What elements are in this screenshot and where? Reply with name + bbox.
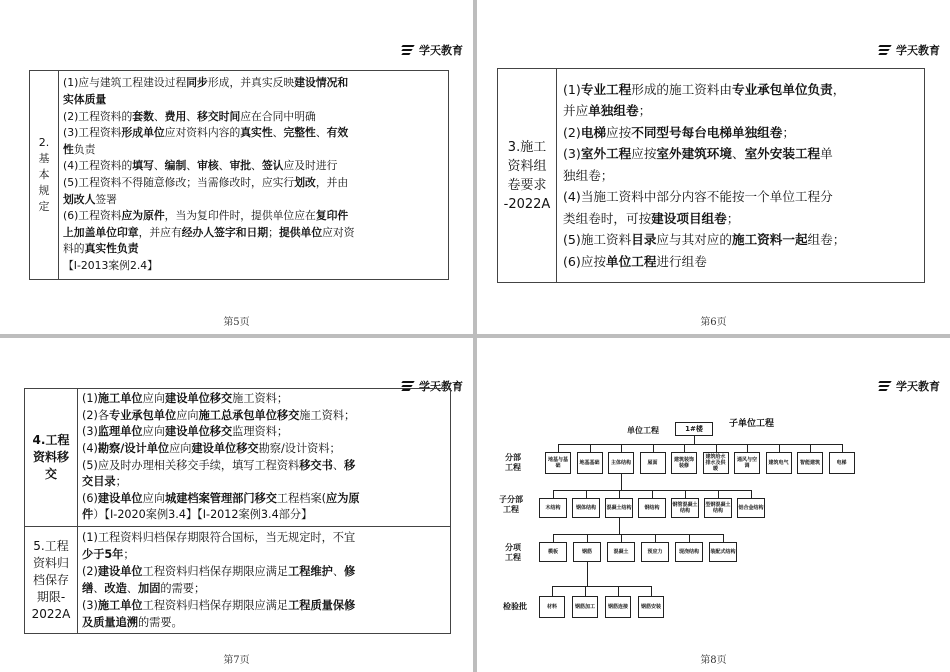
plain-text: 、 [153,109,165,123]
plain-text: 施工资料； [299,408,356,422]
text-line [63,258,444,275]
plain-text: ，当为复印件时，提供单位应在 [164,209,316,223]
plain-text: 形成的施工资料由 [631,81,732,97]
emphasis-text: 缮 [82,582,94,595]
plain-text: ）【Ⅰ-2020案例3.4】【Ⅰ-2012案例3.4部分】 [93,508,313,522]
plain-text: 工程资料归档保存期限应满足 [142,599,289,612]
emphasis-text: 修 [344,565,356,578]
emphasis-text: 审批 [229,159,252,173]
plain-text: ； [600,167,614,183]
level-label-jianyanpi: 检验批 [503,602,527,611]
plain-text: ； [268,225,279,239]
emphasis-text: 审核 [197,159,219,173]
level-label-line: 工程 [503,505,519,514]
emphasis-text: 工程维护 [288,565,333,578]
plain-text: (1) [82,392,98,406]
plain-text: 【Ⅰ-2013案例2.4】 [63,258,158,272]
emphasis-text: 建设项目组卷 [651,210,727,226]
emphasis-text: 勘察/设计单位 [97,441,170,455]
emphasis-text: 施工资料一起 [731,232,808,248]
emphasis-text: 专业承包单位 [109,408,177,422]
emphasis-text: 电梯 [580,124,607,140]
plain-text: (2)工程资料的 [63,109,133,123]
plain-text: 、 [251,159,262,173]
emphasis-text: 城建档案管理部门移交 [165,491,277,505]
level-label-line: 工程 [505,553,521,562]
text-line [63,142,444,159]
label-line: -2022A [503,196,551,212]
connector-line [655,534,656,542]
text-line [63,192,444,209]
plain-text: 应向 [169,441,192,455]
brand-mark-icon [879,45,893,55]
emphasis-text: 室外安装工程 [744,146,821,162]
fenxiang-node: 现浇结构 [675,542,703,562]
emphasis-text: 填写 [132,159,154,173]
label-line: 定 [38,200,50,213]
plain-text: (2)各 [82,408,110,422]
emphasis-text: 及质量追溯 [82,616,138,629]
emphasis-text: 不同型号每台电梯单独组卷 [631,124,783,140]
connector-line [747,444,748,452]
connector-line [621,534,622,542]
emphasis-text: 专业工程 [580,81,632,97]
section-body [59,71,449,280]
connector-line [652,490,653,498]
root-node: 1#楼 [675,422,713,436]
slide-page-7 [0,338,473,672]
emphasis-text: 复印件 [315,209,349,223]
text-line [63,75,444,92]
emphasis-text: 建设单位移交 [165,392,233,406]
emphasis-text: 签认 [261,159,284,173]
rule-table [29,70,449,280]
label-line: 基 [38,152,50,165]
text-line [563,229,920,251]
text-line [82,563,446,580]
plain-text: 应向 [176,408,199,422]
label-line: 档保存 [32,572,69,587]
emphasis-text: 建设情况和 [294,76,349,90]
connector-line [718,490,719,498]
connector-line [552,586,651,587]
emphasis-text: 单位工程 [606,253,657,269]
plain-text: 、 [186,109,198,123]
plain-text: (6) [82,491,98,505]
connector-line [619,518,620,534]
emphasis-text: 室外建筑环境 [656,146,732,162]
plain-text: 、 [93,582,105,595]
jianyanpi-node: 钢筋连接 [605,596,631,618]
emphasis-text: 移交书 [299,458,333,472]
page-number: 第7页 [223,655,250,666]
emphasis-text: 真实性负责 [84,242,139,256]
plain-text: 签署 [95,192,117,206]
project-breakdown-diagram [477,338,950,672]
connector-line [587,562,588,586]
fenxiang-node: 预应力 [641,542,669,562]
connector-line [619,490,620,498]
text-line [563,143,920,165]
fenxiang-node: 模板 [539,542,567,562]
fenbu-node: 建筑装饰装修 [671,452,697,474]
label-line: 3.施工 [507,139,547,155]
zifenbu-node: 钢结构 [638,498,666,518]
plain-text: (6)应按 [563,253,607,269]
level-label-zifenbu [499,495,523,515]
connector-line [590,444,591,452]
connector-line [553,534,554,542]
section-label [30,71,59,280]
unit-project-label: 单位工程 [627,426,659,435]
text-line [63,175,444,192]
level-label-line: 分项 [505,543,521,552]
emphasis-text: 套数 [132,109,154,123]
fenxiang-node: 钢筋 [573,542,601,562]
plain-text: (1) [563,81,581,97]
level-label-fenbu [505,453,521,473]
plain-text: (6)工程资料 [63,209,122,223]
plain-text: ，并由 [315,176,349,189]
label-line: 4.工程 [32,433,70,447]
plain-text: (1)工程资料归档保存期限符合国标，当无规定时，不宜 [82,531,356,544]
emphasis-text: 目录 [631,232,657,248]
emphasis-text: 划改 [294,176,316,189]
text-line [563,100,920,122]
plain-text: 、 [218,159,230,173]
plain-text: (2) [563,124,581,140]
plain-text: (4)工程资料的 [63,159,133,173]
emphasis-text: 费用 [164,109,187,123]
emphasis-text: 移交时间 [197,109,241,123]
plain-text: 、 [332,458,345,472]
plain-text: 应对资料内容的 [164,126,241,140]
label-line: 交 [44,467,57,481]
fenbu-node: 主体结构 [608,452,634,474]
fenbu-node: 建筑电气 [766,452,792,474]
level-label-line: 分部 [505,453,521,462]
emphasis-text: 件 [82,508,94,522]
emphasis-text: 性 [63,142,74,156]
label-line: 资料组 [507,158,547,174]
slide-page-6 [477,0,950,334]
emphasis-text: 加固 [138,582,161,595]
level-label-line: 工程 [505,463,521,472]
emphasis-text: 应为原件 [121,209,165,223]
plain-text: 工程资料归档保存期限应满足 [142,565,289,578]
plain-text: 工程档案( [276,491,327,505]
section-body [557,69,925,283]
text-line [63,125,444,142]
connector-line [716,444,717,452]
fenbu-node: 通风与空调 [734,452,760,474]
label-line: 2022A [31,606,71,621]
plain-text: 应向 [142,425,166,439]
text-line [563,122,920,144]
page-number: 第6页 [700,317,727,328]
section-label [25,389,78,527]
fenxiang-node: 混凝土 [607,542,635,562]
text-line [563,251,920,273]
level-label-line: 子分部 [499,495,523,504]
text-line [82,408,446,425]
connector-line [585,586,586,596]
plain-text: (5)工程资料不得随意修改；当需修改时，应实行 [63,176,295,189]
label-line: 资料移 [32,450,69,464]
zifenbu-node: 钢体结构 [572,498,600,518]
emphasis-text: 改造 [104,582,127,595]
level-label-fenxiang [505,543,521,563]
brand-name: 学天教育 [896,44,940,57]
brand-mark-icon [402,45,416,55]
plain-text: 的需要； [160,582,206,595]
fenbu-node: 建筑给水排水及供暖 [703,452,729,474]
text-line [82,491,446,508]
emphasis-text: 施工总承包单位移交 [198,408,300,422]
emphasis-text: 应为原 [326,491,360,505]
fenbu-node: 地基基础 [577,452,603,474]
plain-text: 组卷； [807,232,846,248]
plain-text: 并应 [563,103,589,119]
section-body [78,389,451,527]
connector-line [558,444,559,452]
plain-text: ，并应有 [138,225,182,239]
label-line: 期限- [36,589,66,604]
emphasis-text: 少于5年 [82,548,124,561]
text-line [563,79,920,101]
emphasis-text: 单独组卷 [588,103,639,119]
jianyanpi-node: 钢筋安装 [638,596,664,618]
slide-page-8 [477,338,950,672]
plain-text: ； [782,124,795,140]
fenbu-node: 屋面 [640,452,666,474]
jianyanpi-node: 材料 [539,596,565,618]
connector-line [685,490,686,498]
label-line: 5.工程 [33,538,69,553]
emphasis-text: 监理单位 [97,425,143,439]
plain-text: 、 [126,582,138,595]
connector-line [558,444,842,445]
plain-text: 进行组卷 [656,253,707,269]
text-line [563,165,920,187]
label-line: 卷要求 [507,177,547,193]
text-line [82,474,446,491]
rule-table [497,68,925,283]
plain-text: 施工资料； [232,392,289,406]
emphasis-text: 完整性 [283,126,316,140]
text-line [63,158,444,175]
emphasis-text: 建设单位移交 [165,425,233,439]
plain-text: 、 [315,126,327,140]
diagram-title: 子单位工程 [729,419,775,429]
plain-text: ； [638,103,652,119]
text-line [63,225,444,242]
connector-line [552,586,553,596]
plain-text: ， [832,81,846,97]
emphasis-text: 实体质量 [63,93,107,107]
emphasis-text: 专业承包单位负责 [731,81,833,97]
label-line: 本 [38,168,50,181]
text-line [63,241,444,258]
plain-text: 应在合同中明确 [240,109,316,123]
connector-line [653,444,654,452]
plain-text: 类组卷时，可按 [563,210,652,226]
text-line [82,529,446,546]
slide-page-5 [0,0,473,334]
connector-line [810,444,811,452]
plain-text: 单 [820,146,833,162]
connector-line [694,436,695,444]
plain-text: 料的 [63,242,85,256]
zifenbu-node: 木结构 [539,498,567,518]
fenbu-node: 智能建筑 [797,452,823,474]
zifenbu-node: 钢管混凝土结构 [671,498,699,518]
emphasis-text: 经办人签字和日期 [181,225,269,239]
connector-line [553,534,723,535]
plain-text: 应向 [142,392,166,406]
emphasis-text: 施工单位 [97,599,143,612]
brand-name: 学天教育 [896,380,940,393]
label-line: 资料归 [32,555,69,570]
page-number: 第5页 [223,317,250,328]
zifenbu-node: 混凝土结构 [605,498,633,518]
plain-text: (3) [563,146,581,162]
plain-text: 应与其对应的 [656,232,732,248]
plain-text: 应按 [606,124,632,140]
connector-line [723,534,724,542]
plain-text: 监理资料； [232,425,289,439]
emphasis-text: 编制 [164,159,187,173]
plain-text: ； [123,548,135,561]
plain-text: (3) [82,425,98,439]
plain-text: 应按 [631,146,657,162]
label-line: 规 [38,184,50,197]
connector-line [553,490,554,498]
plain-text: 、 [186,159,198,173]
text-line [82,614,446,631]
plain-text: 勘察/设计资料； [258,441,341,455]
plain-text: (4)当施工资料中部分内容不能按一个单位工程分 [563,189,833,205]
text-line [563,208,920,230]
plain-text: (4) [82,441,98,455]
brand-logo [879,42,940,58]
text-line [82,546,446,563]
emphasis-text: 交目录 [82,475,116,489]
connector-line [621,474,622,490]
plain-text: 、 [731,146,745,162]
text-line [63,208,444,225]
plain-text: 负责 [73,142,96,156]
plain-text: 独组卷 [563,167,601,183]
fenbu-node: 电梯 [829,452,855,474]
connector-line [621,444,622,452]
emphasis-text: 上加盖单位印章 [63,225,139,239]
emphasis-text: 室外工程 [580,146,632,162]
text-line [82,597,446,614]
plain-text: 形成，并真实反映 [207,76,295,90]
plain-text: (2) [82,565,98,578]
text-line [82,441,446,458]
emphasis-text: 形成单位 [121,126,165,140]
emphasis-text: 同步 [186,76,208,90]
plain-text: 、 [332,565,345,578]
connector-line [684,444,685,452]
plain-text: ； [115,475,127,489]
fenxiang-node: 装配式结构 [709,542,737,562]
emphasis-text: 有效 [326,126,349,140]
plain-text: (3) [82,599,98,612]
plain-text: (5)应及时办理相关移交手续，填写工程资料 [82,458,300,472]
section-label [25,527,78,634]
connector-line [779,444,780,452]
emphasis-text: 施工单位 [97,392,143,406]
text-line [82,424,446,441]
zifenbu-node: 铝合金结构 [737,498,765,518]
label-line: 2. [38,136,50,149]
emphasis-text: 建设单位移交 [191,441,259,455]
connector-line [618,586,619,596]
text-line [82,580,446,597]
brand-name: 学天教育 [419,380,463,393]
emphasis-text: 建设单位 [97,565,143,578]
connector-line [586,490,587,498]
plain-text: 、 [272,126,284,140]
brand-name: 学天教育 [419,44,463,57]
connector-line [651,586,652,596]
jianyanpi-node: 钢筋加工 [572,596,598,618]
section-body [78,527,451,634]
emphasis-text: 建设单位 [97,491,143,505]
fenbu-node: 地基与基础 [545,452,571,474]
plain-text: (5)施工资料 [563,232,632,248]
rule-table [24,388,451,634]
text-line [563,186,920,208]
plain-text: (1)应与建筑工程建设过程 [63,76,187,90]
plain-text: 应对资 [322,225,355,239]
emphasis-text: 划改人 [63,192,96,206]
emphasis-text: 真实性 [240,126,273,140]
plain-text: 应向 [142,491,166,505]
emphasis-text: 工程质量保修 [288,599,356,612]
emphasis-text: 移 [344,458,356,472]
plain-text: ； [726,210,740,226]
connector-line [587,534,588,542]
plain-text: 的需要。 [137,616,183,629]
brand-logo [402,42,463,58]
connector-line [842,444,843,452]
section-label [498,69,557,283]
text-line [82,458,446,475]
emphasis-text: 提供单位 [278,225,323,239]
text-line [63,92,444,109]
plain-text: 应及时进行 [283,159,338,173]
connector-line [689,534,690,542]
text-line [82,507,446,524]
text-line [63,109,444,126]
page-number: 第8页 [700,655,727,666]
plain-text: 、 [153,159,165,173]
zifenbu-node: 型钢混凝土结构 [704,498,732,518]
connector-line [751,490,752,498]
plain-text: (3)工程资料 [63,126,122,140]
text-line [82,391,446,408]
